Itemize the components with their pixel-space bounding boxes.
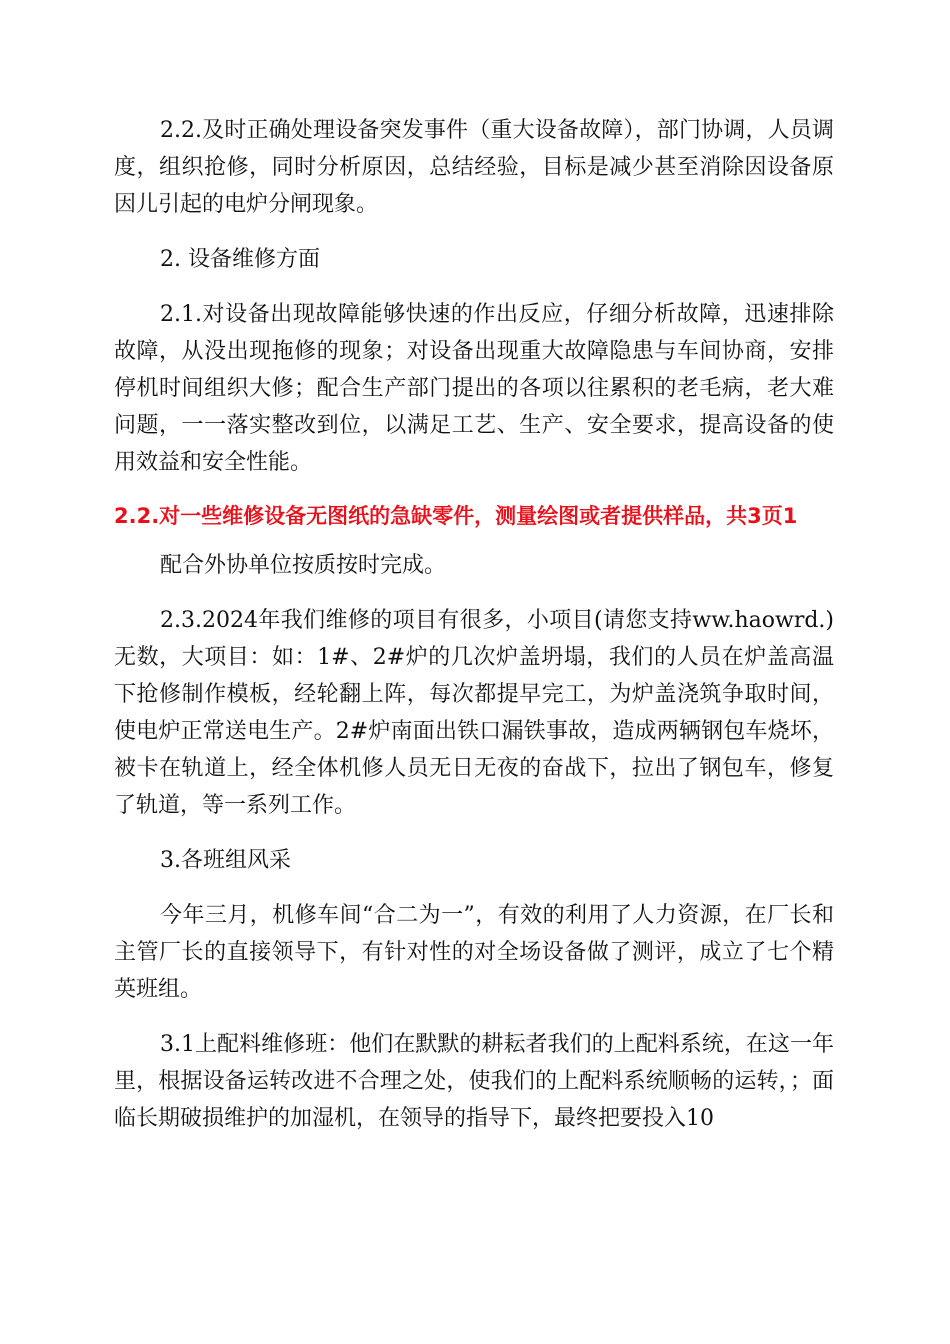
paragraph-march-merger: 今年三月，机修车间“合二为一”，有效的利用了人力资源，在厂长和主管厂长的直接领导下，有针对性的对全场设备做了测评，成立了七个精英班组。 [114,903,834,1002]
document-body [114,112,834,1137]
highlight-heading-2-2-parts: 2.2.对一些维修设备无图纸的急缺零件，测量绘图或者提供样品，共3页1 [114,504,798,528]
paragraph-2-1-fault-response: 2.1.对设备出现故障能够快速的作出反应，仔细分析故障，迅速排除故障，从没出现拖修的现象；对设备出现重大故障隐患与车间协商，安排停机时间组织大修；配合生产部门提出的各项以往累积的老毛病，老大难问题，一一落实整改到位，以满足工艺、生产、安全要求，提高设备的使用效益和安全性能。 [114,302,834,475]
paragraph-2-2-emergency-handling: 2.2.及时正确处理设备突发事件（重大设备故障），部门协调，人员调度，组织抢修，同时分析原因，总结经验，目标是减少甚至消除因设备原因儿引起的电炉分闸现象。 [114,118,834,217]
section-heading-equipment-maintenance: 2. 设备维修方面 [160,247,320,272]
paragraph-2-3-projects: 2.3.2024年我们维修的项目有很多，小项目(请您支持ww.haowrd.)无数，大项目：如：1#、2#炉的几次炉盖坍塌，我们的人员在炉盖高温下抢修制作模板，经轮翻上阵，每次都提早完工，为炉盖浇筑争取时间，使电炉正常送电生产。2#炉南面出铁口漏铁事故，造成两辆钢包车烧坏，被卡在轨道上，经全体机修人员无日无夜的奋战下，拉出了钢包车，修复了轨道，等一系列工作。 [114,608,834,818]
paragraph-3-1-batching-team: 3.1上配料维修班：他们在默默的耕耘者我们的上配料系统，在这一年里，根据设备运转改进不合理之处，使我们的上配料系统顺畅的运转，；面临长期破损维护的加湿机，在领导的指导下，最终把要投入10 [114,1032,834,1131]
paragraph-outsourcing: 配合外协单位按质按时完成。 [160,553,447,578]
section-heading-team-showcase: 3.各班组风采 [160,848,291,873]
